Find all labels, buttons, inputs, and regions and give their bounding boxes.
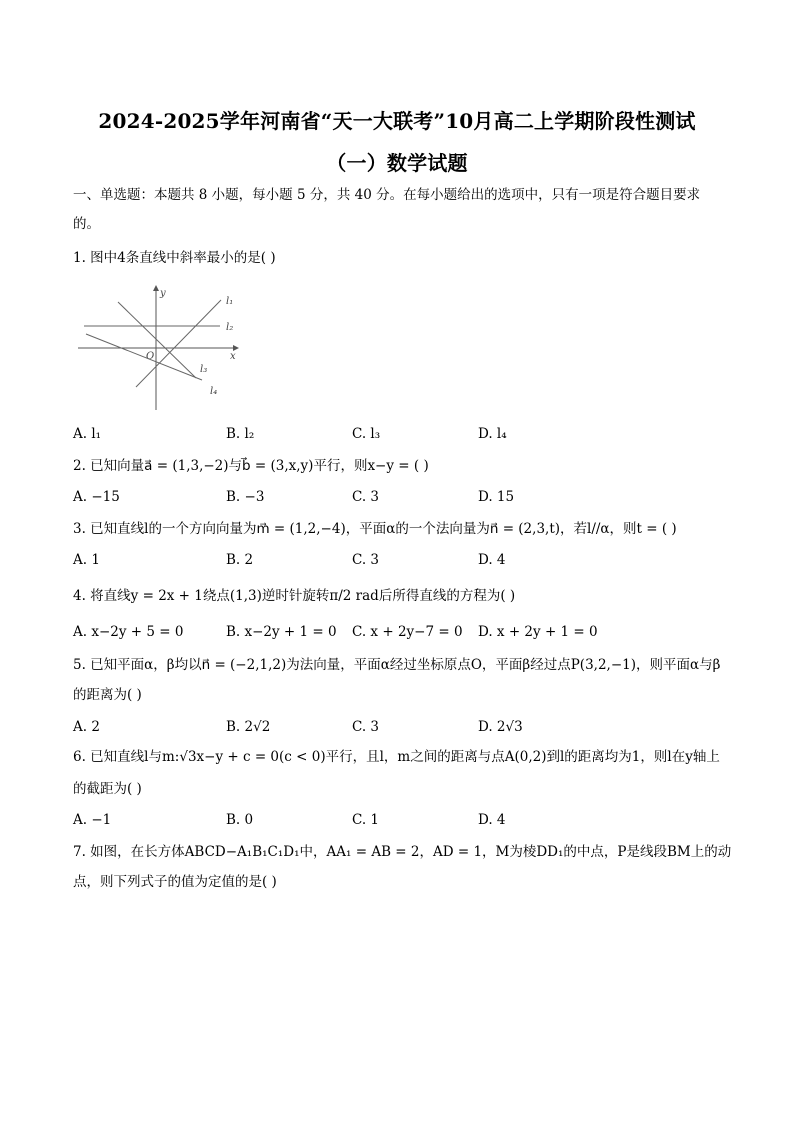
question-4-option-b: B. x−2y + 1 = 0 xyxy=(226,624,337,640)
line-l1 xyxy=(136,300,221,387)
question-3-option-a: A. 1 xyxy=(73,552,100,568)
question-6-option-c: C. 1 xyxy=(352,812,380,828)
question-4-option-c: C. x + 2y−7 = 0 xyxy=(352,624,463,640)
question-3-option-b: B. 2 xyxy=(226,552,254,568)
question-4-option-a: A. x−2y + 5 = 0 xyxy=(73,624,184,640)
question-4-option-d: D. x + 2y + 1 = 0 xyxy=(478,624,598,640)
document-title-line-2: （一）数学试题 xyxy=(326,151,468,175)
question-5-text-continued: 的距离为( ) xyxy=(73,687,142,703)
question-1-option-c: C. l₃ xyxy=(352,426,381,442)
question-1-text: 1. 图中4条直线中斜率最小的是( ) xyxy=(73,250,276,266)
question-5-option-a: A. 2 xyxy=(73,719,100,735)
x-axis-label: x xyxy=(230,351,236,362)
line-l3 xyxy=(118,302,196,378)
question-6-option-b: B. 0 xyxy=(226,812,254,828)
question-5-option-c: C. 3 xyxy=(352,719,380,735)
question-5-option-b: B. 2√2 xyxy=(226,719,271,735)
question-6-option-a: A. −1 xyxy=(73,812,112,828)
question-5-text: 5. 已知平面α，β均以n⃗ = (−2,1,2)为法向量，平面α经过坐标原点O，平面β经过点P(3,2,−1)，则平面α与β xyxy=(73,657,721,673)
question-2-option-a: A. −15 xyxy=(73,489,120,505)
question-1-option-d: D. l₄ xyxy=(478,426,507,442)
y-axis-label: y xyxy=(160,288,166,299)
question-2-option-d: D. 15 xyxy=(478,489,515,505)
line-l4-label: l₄ xyxy=(210,386,218,397)
section-heading: 一、单选题：本题共 8 小题，每小题 5 分，共 40 分。在每小题给出的选项中，只有一项是符合题目要求 xyxy=(73,187,701,203)
line-l3-label: l₃ xyxy=(200,364,208,375)
question-5-option-d: D. 2√3 xyxy=(478,719,523,735)
question-3-option-c: C. 3 xyxy=(352,552,380,568)
question-4-text: 4. 将直线y = 2x + 1绕点(1,3)逆时针旋转π/2 rad后所得直线的方程为( ) xyxy=(73,588,516,604)
question-6-text: 6. 已知直线l与m:√3x−y + c = 0(c < 0)平行，且l，m之间的距离与点A(0,2)到l的距离均为1，则l在y轴上 xyxy=(73,749,720,765)
question-7-text-continued: 点，则下列式子的值为定值的是( ) xyxy=(73,874,277,890)
question-1-option-b: B. l₂ xyxy=(226,426,255,442)
question-6-option-d: D. 4 xyxy=(478,812,506,828)
question-3-text: 3. 已知直线l的一个方向向量为m⃗ = (1,2,−4)，平面α的一个法向量为n⃗ = (2,3,t)，若l//α，则t = ( ) xyxy=(73,521,677,537)
question-2-text: 2. 已知向量a⃗ = (1,3,−2)与b⃗ = (3,x,y)平行，则x−y = ( ) xyxy=(73,458,429,474)
question-6-text-continued: 的截距为( ) xyxy=(73,781,142,797)
question-2-option-c: C. 3 xyxy=(352,489,380,505)
line-l4 xyxy=(86,334,202,380)
question-3-option-d: D. 4 xyxy=(478,552,506,568)
section-heading-continued: 的。 xyxy=(73,216,100,232)
lines-graph xyxy=(78,282,260,414)
question-7-text: 7. 如图，在长方体ABCD−A₁B₁C₁D₁中，AA₁ = AB = 2，AD = 1，M为棱DD₁的中点，P是线段BM上的动 xyxy=(73,844,732,860)
question-1-option-a: A. l₁ xyxy=(73,426,102,442)
line-l1-label: l₁ xyxy=(226,296,234,307)
document-title-line-1: 2024-2025学年河南省“天一大联考”10月高二上学期阶段性测试 xyxy=(98,109,696,133)
line-l2-label: l₂ xyxy=(226,322,234,333)
question-2-option-b: B. −3 xyxy=(226,489,265,505)
question-1-figure xyxy=(78,282,260,414)
origin-label: O xyxy=(146,351,155,362)
